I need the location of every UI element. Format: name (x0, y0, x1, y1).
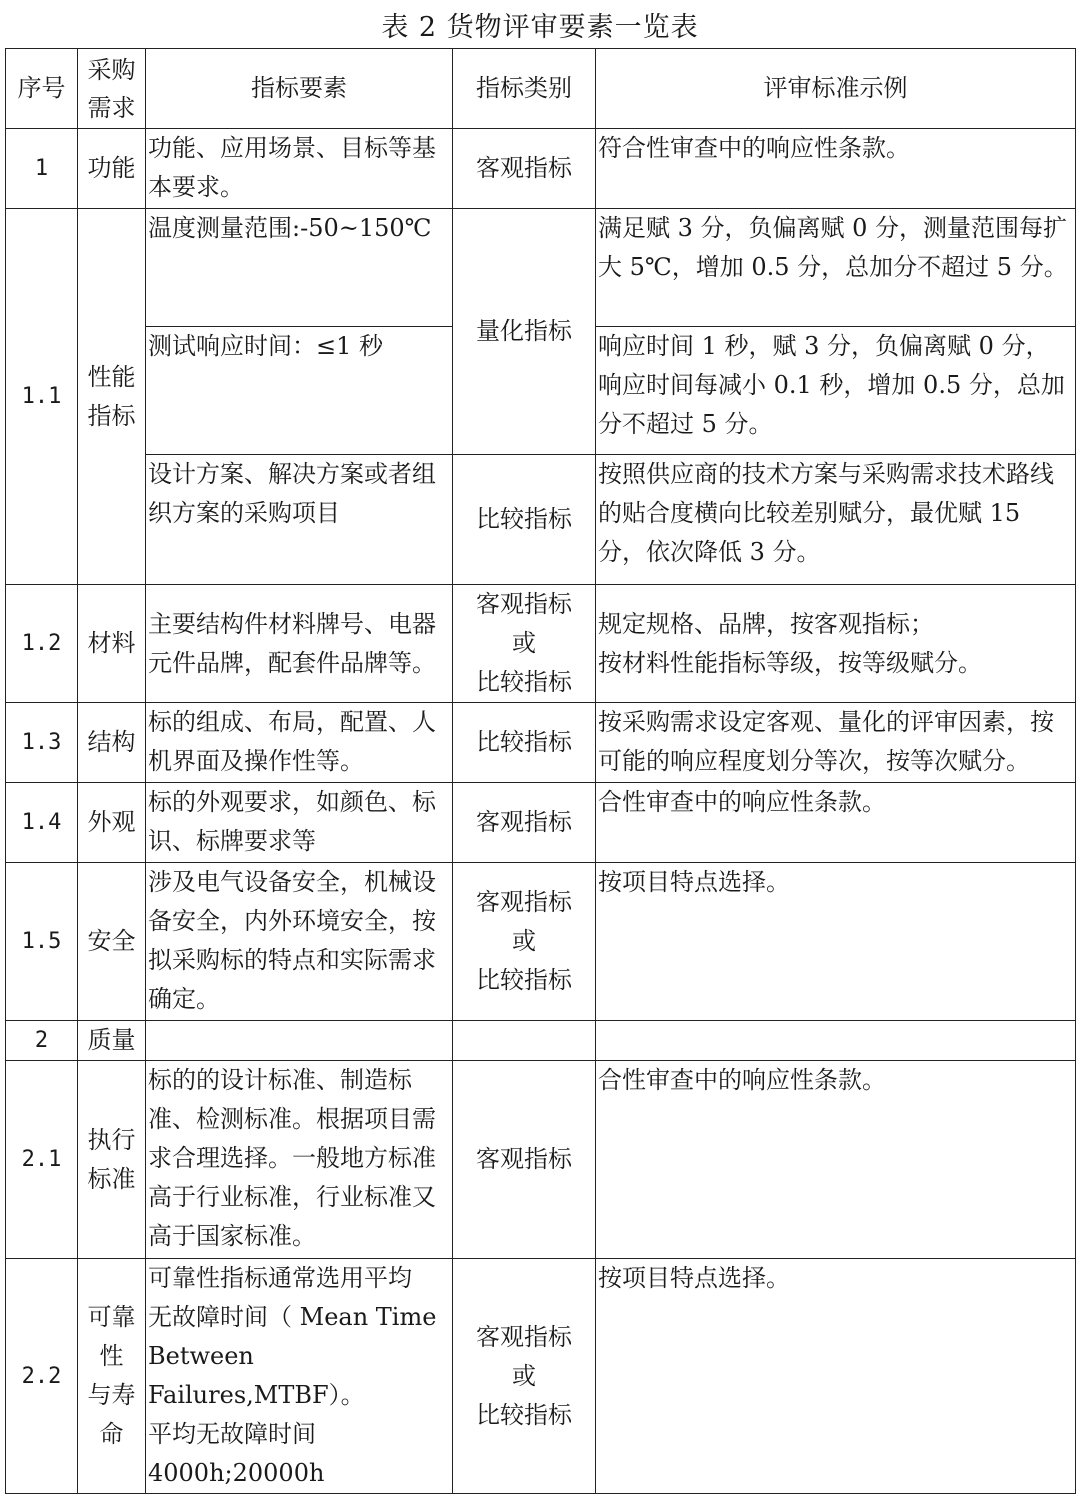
table-row (6, 1021, 1076, 1061)
row-criteria (596, 585, 1076, 703)
table-header-row (6, 49, 1076, 129)
row-category: 量化指标 (453, 209, 596, 455)
row-element: 温度测量范围:-50~150℃ (146, 209, 453, 327)
row-element: 标的外观要求，如颜色、标识、标牌要求等 (146, 783, 453, 863)
row-requirement-line1: 可靠 (87, 1303, 136, 1331)
header-requirement-line1: 采购 (87, 55, 136, 84)
row-requirement-line4: 命 (99, 1420, 124, 1448)
row-element: 设计方案、解决方案或者组织方案的采购项目 (146, 455, 453, 585)
header-element: 指标要素 (146, 49, 453, 129)
row-requirement-line1: 执行 (87, 1125, 136, 1154)
table-title: 表 2 货物评审要素一览表 (381, 12, 699, 43)
row-category (453, 585, 596, 703)
row-no: 2.2 (6, 1259, 78, 1494)
header-requirement-line2: 需求 (87, 93, 136, 122)
row-requirement: 材料 (78, 585, 146, 703)
row-category-line1: 客观指标 (476, 1322, 572, 1351)
row-criteria (596, 1021, 1076, 1061)
row-element-line3: Between Failures,MTBF）。 (148, 1342, 365, 1409)
row-category-line3: 比较指标 (476, 1400, 572, 1429)
row-requirement: 功能 (78, 129, 146, 209)
row-category-line2: 或 (512, 1361, 536, 1390)
row-criteria: 按项目特点选择。 (596, 863, 1076, 1021)
row-category: 比较指标 (453, 455, 596, 585)
row-element: 标的组成、布局，配置、人机界面及操作性等。 (146, 703, 453, 783)
row-category-line1: 客观指标 (476, 590, 572, 618)
row-category-line2: 或 (512, 927, 536, 955)
row-element-line2: 无故障时间（ Mean Time (148, 1303, 437, 1331)
row-no: 1.4 (6, 783, 78, 863)
table-row (6, 863, 1076, 1021)
row-no: 2 (6, 1021, 78, 1061)
table-row (6, 129, 1076, 209)
row-category-line1: 客观指标 (476, 888, 572, 916)
table-row (6, 703, 1076, 783)
table-row (6, 1061, 1076, 1259)
row-category: 客观指标 (453, 129, 596, 209)
row-criteria: 满足赋 3 分，负偏离赋 0 分，测量范围每扩大 5℃，增加 0.5 分，总加分不超过 5 分。 (596, 209, 1076, 327)
row-criteria: 响应时间 1 秒，赋 3 分，负偏离赋 0 分，响应时间每减小 0.1 秒，增加 0.5 分，总加分不超过 5 分。 (596, 327, 1076, 455)
row-category: 比较指标 (453, 703, 596, 783)
row-criteria: 合性审查中的响应性条款。 (596, 1061, 1076, 1259)
row-requirement: 结构 (78, 703, 146, 783)
row-category (453, 863, 596, 1021)
table-row (6, 783, 1076, 863)
row-criteria-line2: 按材料性能指标等级，按等级赋分。 (598, 648, 982, 677)
row-requirement (78, 1259, 146, 1494)
row-element: 测试响应时间：≤1 秒 (146, 327, 453, 455)
table-row (6, 1259, 1076, 1494)
row-category-line3: 比较指标 (476, 668, 572, 696)
row-category (453, 1259, 596, 1494)
row-criteria: 合性审查中的响应性条款。 (596, 783, 1076, 863)
row-requirement (78, 1061, 146, 1259)
row-category-line3: 比较指标 (476, 966, 572, 994)
row-no: 2.1 (6, 1061, 78, 1259)
row-requirement-line1: 性能 (87, 362, 136, 391)
row-requirement-line2: 性 (99, 1342, 124, 1370)
row-element: 主要结构件材料牌号、电器元件品牌，配套件品牌等。 (146, 585, 453, 703)
row-requirement-line3: 与寿 (87, 1381, 136, 1409)
header-no: 序号 (6, 49, 78, 129)
row-criteria: 符合性审查中的响应性条款。 (596, 129, 1076, 209)
row-element: 涉及电气设备安全，机械设备安全，内外环境安全，按拟采购标的特点和实际需求确定。 (146, 863, 453, 1021)
row-requirement: 安全 (78, 863, 146, 1021)
row-requirement (78, 209, 146, 585)
row-element-line1: 可靠性指标通常选用平均 (148, 1264, 412, 1292)
table-row (6, 585, 1076, 703)
row-no: 1.1 (6, 209, 78, 585)
row-no: 1.2 (6, 585, 78, 703)
row-criteria: 按照供应商的技术方案与采购需求技术路线的贴合度横向比较差别赋分，最优赋 15 分，依次降低 3 分。 (596, 455, 1076, 585)
row-category: 客观指标 (453, 1061, 596, 1259)
row-element: 功能、应用场景、目标等基本要求。 (146, 129, 453, 209)
row-no: 1 (6, 129, 78, 209)
row-element (146, 1259, 453, 1494)
row-element (146, 1021, 453, 1061)
header-criteria: 评审标准示例 (596, 49, 1076, 129)
row-element-line4: 平均无故障时间 (148, 1420, 316, 1448)
row-requirement-line2: 指标 (87, 401, 136, 430)
table-row (6, 209, 1076, 327)
row-requirement: 质量 (78, 1021, 146, 1061)
table-row (6, 455, 1076, 585)
row-category (453, 1021, 596, 1061)
row-requirement: 外观 (78, 783, 146, 863)
row-criteria-line1: 规定规格、品牌，按客观指标； (598, 609, 934, 638)
row-element: 标的的设计标准、制造标准、检测标准。根据项目需求合理选择。一般地方标准高于行业标准，行业标准又高于国家标准。 (146, 1061, 453, 1259)
header-requirement (78, 49, 146, 129)
evaluation-table (5, 48, 1076, 1494)
row-requirement-line2: 标准 (87, 1164, 136, 1193)
row-no: 1.3 (6, 703, 78, 783)
row-criteria: 按项目特点选择。 (596, 1259, 1076, 1494)
row-no: 1.5 (6, 863, 78, 1021)
row-category-line2: 或 (512, 629, 536, 657)
row-category: 客观指标 (453, 783, 596, 863)
row-element-line5: 4000h;20000h (148, 1459, 325, 1487)
row-criteria: 按采购需求设定客观、量化的评审因素，按可能的响应程度划分等次，按等次赋分。 (596, 703, 1076, 783)
header-category: 指标类别 (453, 49, 596, 129)
